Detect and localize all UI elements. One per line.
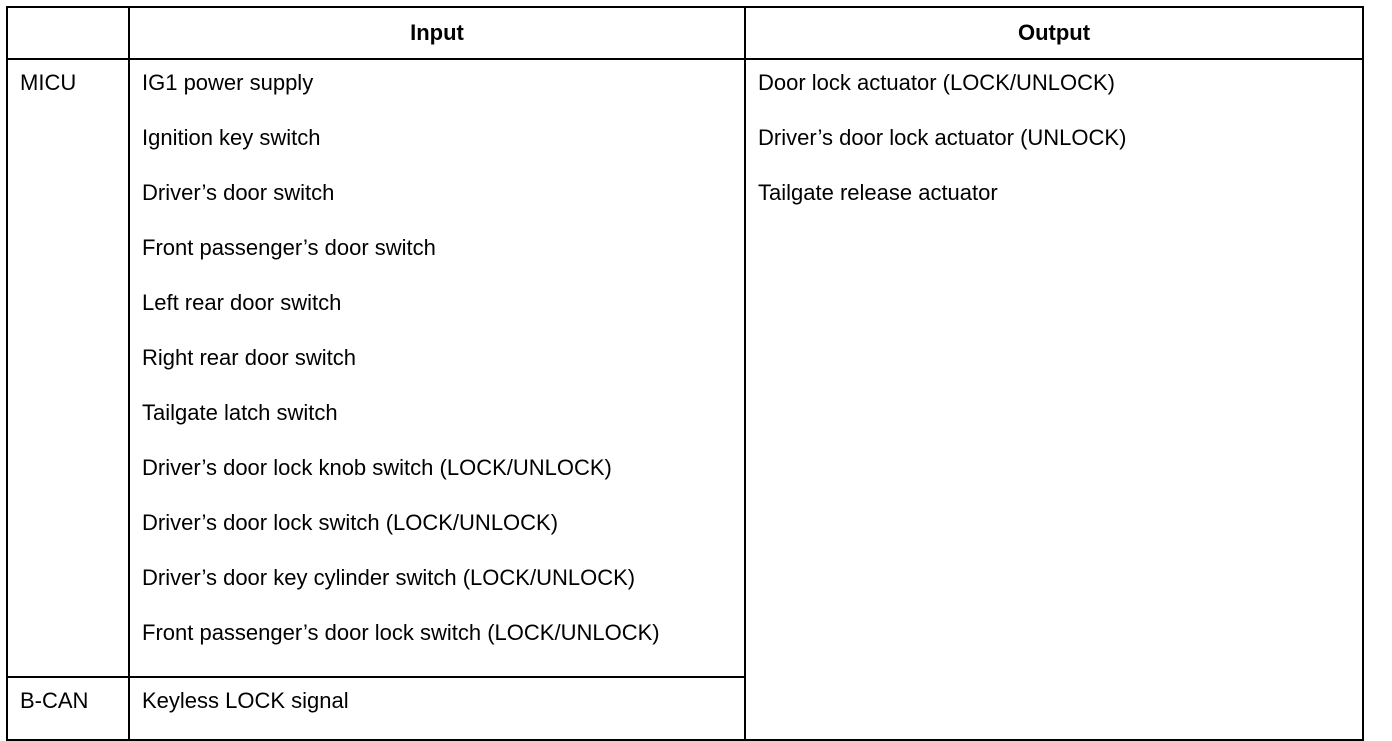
group-label-bcan: B-CAN	[20, 688, 89, 713]
header-output: Output	[745, 7, 1363, 59]
input-item: Driver’s door lock knob switch (LOCK/UNLOCK)	[142, 455, 612, 480]
group-cell	[7, 59, 129, 677]
input-item: Driver’s door key cylinder switch (LOCK/UNLOCK)	[142, 565, 636, 590]
input-item: Keyless LOCK signal	[142, 688, 349, 713]
output-item: Tailgate release actuator	[758, 180, 998, 205]
io-table	[6, 6, 1364, 741]
input-item: Front passenger’s door switch	[142, 235, 436, 260]
input-item: Driver’s door switch	[142, 180, 335, 205]
table-row	[7, 59, 1363, 677]
input-item: Tailgate latch switch	[142, 400, 338, 425]
input-item: IG1 power supply	[142, 70, 314, 95]
input-item: Driver’s door lock switch (LOCK/UNLOCK)	[142, 510, 559, 535]
group-label-micu: MICU	[20, 70, 77, 95]
input-cell	[129, 59, 745, 677]
group-cell	[7, 677, 129, 740]
header-input: Input	[129, 7, 745, 59]
header-row	[7, 7, 1363, 59]
input-item: Ignition key switch	[142, 125, 321, 150]
input-item: Right rear door switch	[142, 345, 356, 370]
output-item: Door lock actuator (LOCK/UNLOCK)	[758, 70, 1115, 95]
input-cell	[129, 677, 745, 740]
output-cell	[745, 59, 1363, 740]
input-item: Front passenger’s door lock switch (LOCK/UNLOCK)	[142, 620, 660, 645]
output-item: Driver’s door lock actuator (UNLOCK)	[758, 125, 1127, 150]
header-blank	[7, 7, 129, 59]
input-item: Left rear door switch	[142, 290, 342, 315]
